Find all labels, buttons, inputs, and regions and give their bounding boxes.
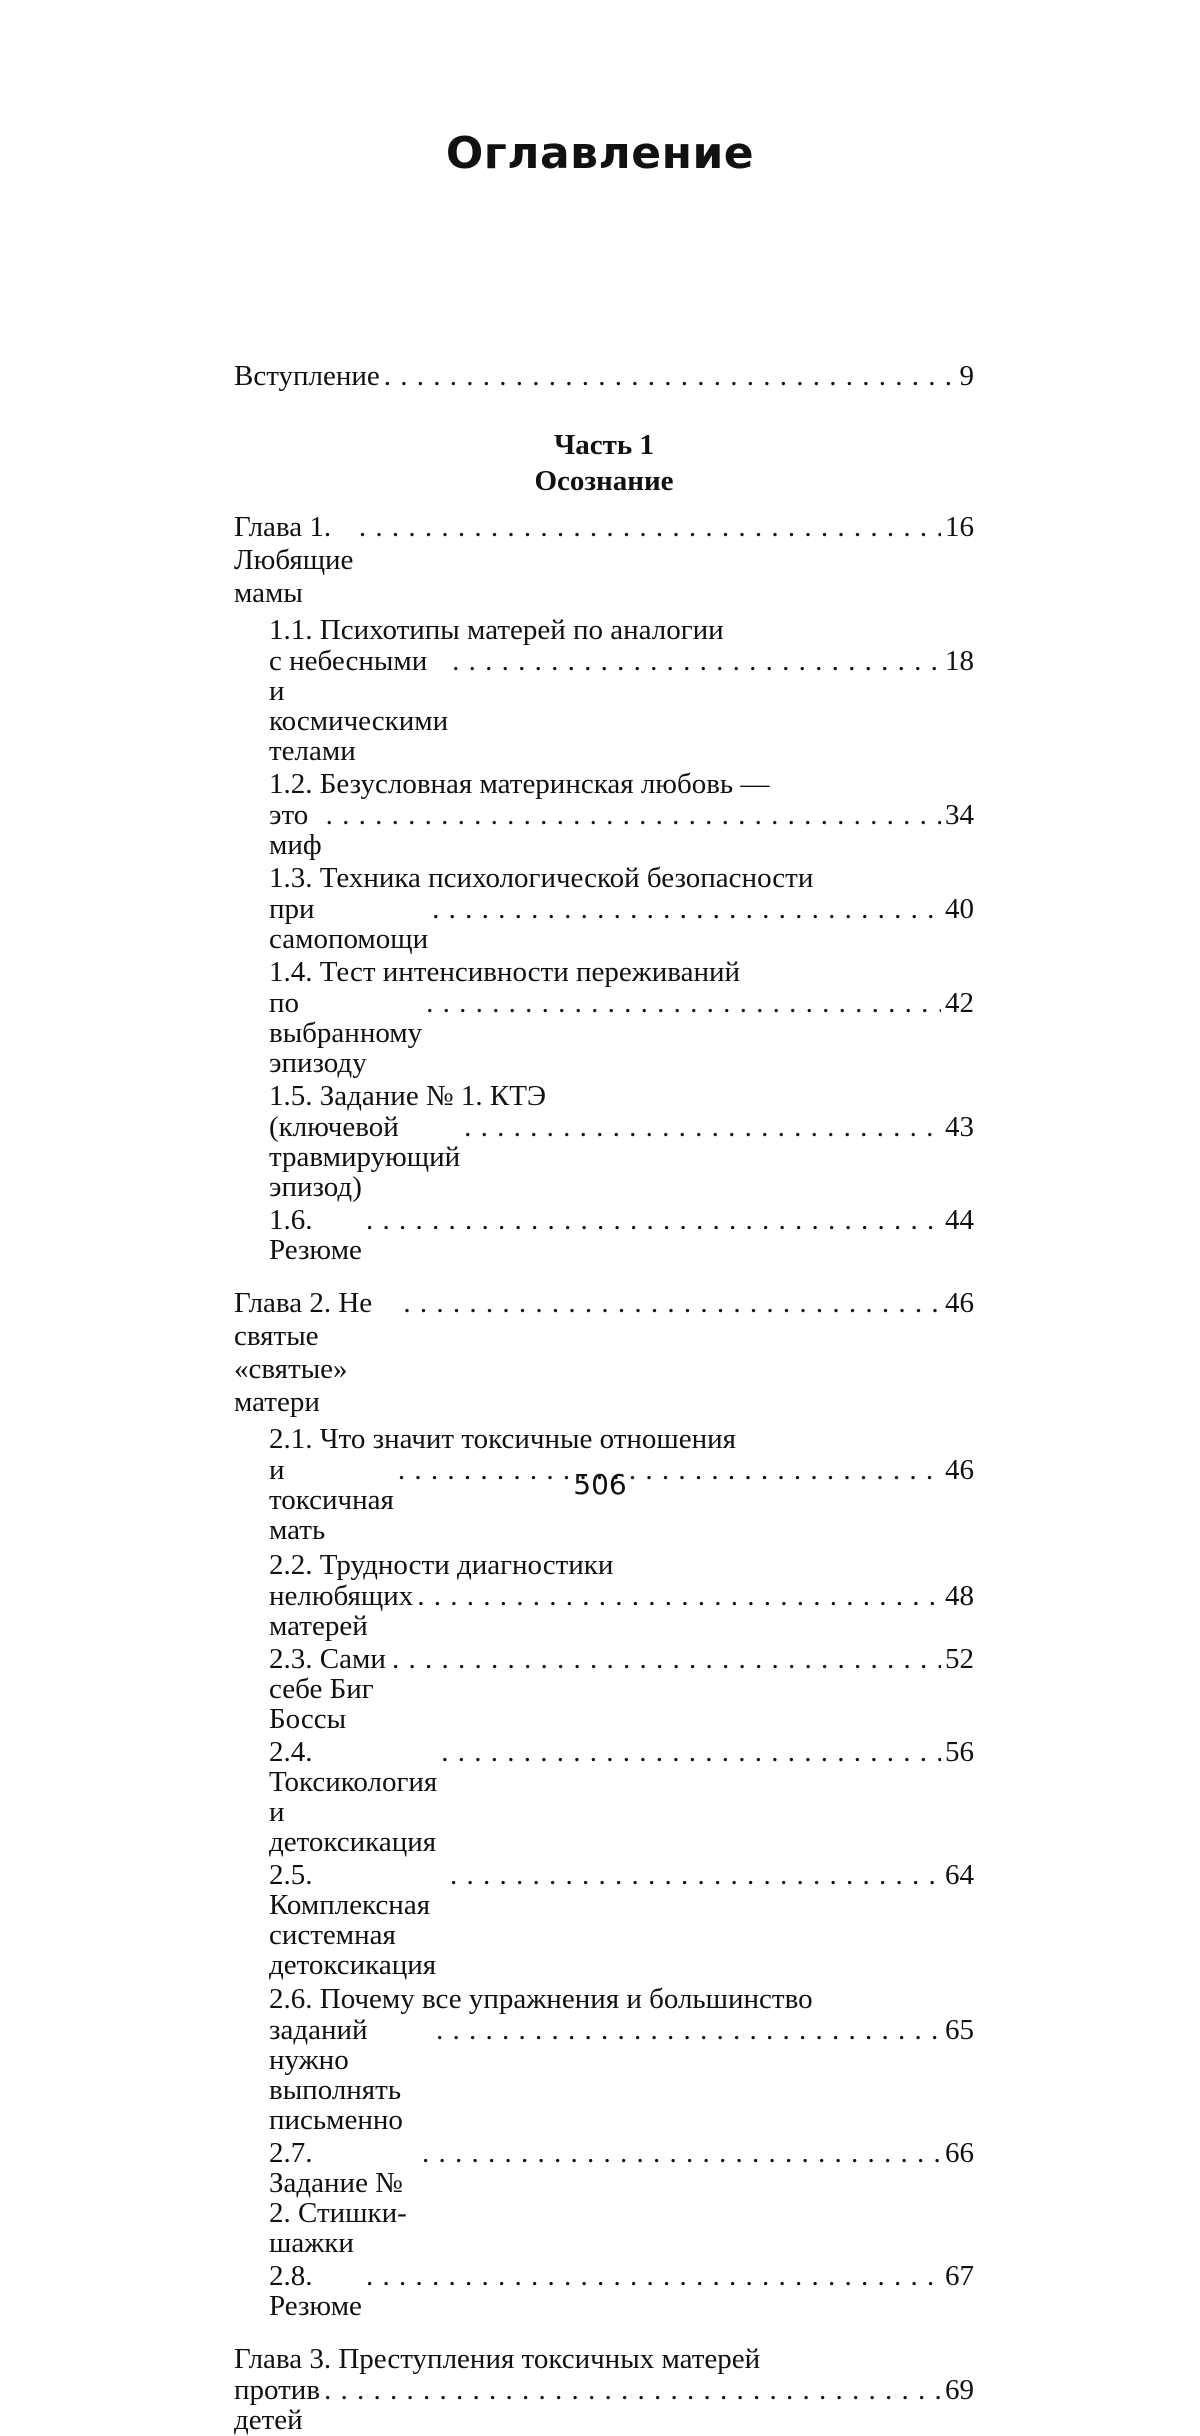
toc-section-label: 1.6. Резюме <box>269 1204 362 1266</box>
toc-page-number: 42 <box>945 987 974 1019</box>
toc-entry-label: Глава 1. Любящие мамы <box>234 511 354 609</box>
toc-section-line: 2.6. Почему все упражнения и большинство <box>269 1983 813 2015</box>
toc-page-number: 67 <box>945 2260 974 2292</box>
toc-section-entry <box>269 646 974 766</box>
toc-section-line: 1.3. Техника психологической безопасности <box>269 862 814 894</box>
toc-page-number: 64 <box>945 1859 974 1891</box>
dot-leader <box>403 1287 941 1320</box>
toc-section-line: 2.2. Трудности диагностики <box>269 1549 614 1581</box>
toc-entry-chapter-1 <box>234 511 974 610</box>
toc-section-line: 1.5. Задание № 1. КТЭ <box>269 1080 547 1112</box>
toc-page-number: 48 <box>945 1580 974 1612</box>
dot-leader <box>324 2375 941 2405</box>
toc-section-line: 1.1. Психотипы матерей по аналогии <box>269 614 724 646</box>
toc-page-number: 52 <box>945 1643 974 1675</box>
dot-leader <box>464 1112 941 1142</box>
toc-section-line: 1.2. Безусловная материнская любовь — <box>269 768 770 800</box>
toc-section-entry <box>269 1581 974 1641</box>
dot-leader <box>432 894 941 924</box>
toc-section-entry <box>269 1860 974 1980</box>
toc-section-label: заданий нужно выполнять письменно <box>269 2014 403 2136</box>
toc-section-label: нелюбящих матерей <box>269 1580 414 1642</box>
toc-entry-intro <box>234 360 974 393</box>
dot-leader <box>422 2138 941 2168</box>
toc-entry-label: Вступление <box>234 360 380 392</box>
part-number: Часть 1 <box>554 429 654 461</box>
toc-section-entry <box>269 1737 974 1857</box>
dot-leader <box>366 2261 941 2291</box>
toc-section-entry <box>269 800 974 860</box>
table-of-contents <box>234 360 974 2435</box>
dot-leader <box>359 511 941 544</box>
toc-section-label: (ключевой травмирующий эпизод) <box>269 1111 461 1203</box>
dot-leader <box>450 1860 941 1890</box>
toc-section-entry <box>269 1205 974 1265</box>
chapter-1-sections <box>234 614 974 1265</box>
toc-page-number: 44 <box>945 1204 974 1236</box>
toc-section-label: 2.4. Токсикология и детоксикация <box>269 1736 438 1858</box>
toc-section-label: 2.8. Резюме <box>269 2260 362 2322</box>
toc-page-number: 9 <box>959 360 974 392</box>
toc-section-entry <box>269 2015 974 2135</box>
toc-page-number: 34 <box>945 799 974 831</box>
toc-section-entry <box>269 1644 974 1734</box>
toc-page-number: 43 <box>945 1111 974 1143</box>
toc-page-number: 66 <box>945 2137 974 2169</box>
toc-section-label: и токсичная мать <box>269 1454 394 1546</box>
part-name: Осознание <box>534 465 674 497</box>
dot-leader <box>417 1581 941 1611</box>
toc-page-number: 69 <box>945 2374 974 2406</box>
dot-leader <box>436 2015 941 2045</box>
chapter-2-sections <box>234 1423 974 2321</box>
toc-page-number: 18 <box>945 645 974 677</box>
toc-page-number: 46 <box>945 1454 974 1486</box>
toc-section-entry <box>269 988 974 1078</box>
toc-section-entry <box>269 2261 974 2321</box>
toc-page-number: 16 <box>945 511 974 543</box>
toc-page-number: 46 <box>945 1287 974 1319</box>
toc-entry-label: Глава 2. Не святые «святые» матери <box>234 1287 373 1418</box>
dot-leader <box>384 360 956 393</box>
toc-section-label: 2.5. Комплексная системная детоксикация <box>269 1859 437 1981</box>
dot-leader <box>452 646 941 676</box>
dot-leader <box>426 988 941 1018</box>
toc-entry-line: Глава 3. Преступления токсичных матерей <box>234 2343 761 2375</box>
page-title: Оглавление <box>445 128 755 179</box>
toc-section-label: 2.7. Задание № 2. Стишки-шажки <box>269 2137 407 2259</box>
toc-section-label: при самопомощи <box>269 893 429 955</box>
page-number-footer: 506 <box>573 1468 627 1501</box>
toc-section-entry <box>269 2138 974 2258</box>
toc-section-entry <box>269 1112 974 1202</box>
toc-section-entry <box>269 894 974 954</box>
toc-section-label: с небесными и космическими телами <box>269 645 449 767</box>
dot-leader <box>326 800 941 830</box>
toc-page-number: 65 <box>945 2014 974 2046</box>
toc-section-line: 2.1. Что значит токсичные отношения <box>269 1423 737 1455</box>
toc-page-number: 40 <box>945 893 974 925</box>
toc-entry-chapter-3 <box>234 2343 974 2435</box>
dot-leader <box>366 1205 941 1235</box>
toc-entry-continuation <box>234 2375 974 2435</box>
toc-entry-chapter-2 <box>234 1287 974 1419</box>
toc-section-label: это миф <box>269 799 322 861</box>
dot-leader <box>441 1737 941 1767</box>
toc-entry-label: против детей <box>234 2374 321 2436</box>
toc-page-number: 56 <box>945 1736 974 1768</box>
toc-section-label: 2.3. Сами себе Биг Боссы <box>269 1643 386 1735</box>
toc-section-line: 1.4. Тест интенсивности переживаний <box>269 956 741 988</box>
dot-leader <box>392 1644 941 1674</box>
toc-section-label: по выбранному эпизоду <box>269 987 423 1079</box>
part-heading <box>234 427 974 499</box>
